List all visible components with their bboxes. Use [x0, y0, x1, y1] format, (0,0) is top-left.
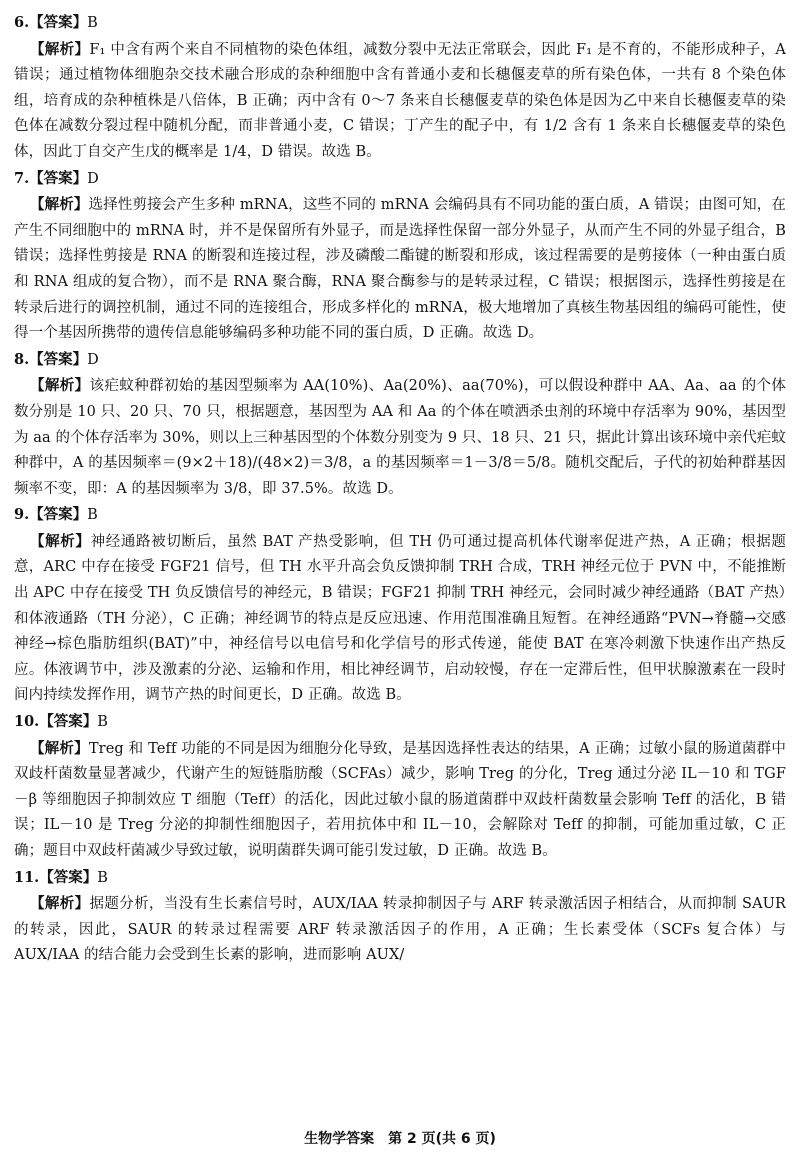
answer-line: [14, 865, 786, 892]
question-number: 11.: [14, 868, 40, 886]
analysis-tag: 【解析】: [29, 196, 89, 214]
question-number: 9.: [14, 506, 30, 524]
answer-letter: B: [97, 869, 108, 886]
answer-tag: 【答案】: [29, 169, 88, 187]
question-6: [14, 10, 786, 166]
analysis-tag: 【解析】: [29, 739, 89, 757]
analysis-text: 据题分析，当没有生长素信号时，AUX/IAA 转录抑制因子与 ARF 转录激活因子相结合，从而抑制 SAUR 的转录，因此，SAUR 的转录过程需要 ARF 转录激活因子的作用，A 正确；生长素受体（SCFs 复合体）与 AUX/IAA 的结合能力会受到生长素的影响，进而影响 AUX/: [14, 896, 786, 964]
answer-letter: D: [87, 170, 99, 187]
analysis-tag: 【解析】: [29, 377, 90, 395]
analysis-paragraph: [14, 529, 786, 709]
analysis-paragraph: [14, 736, 786, 865]
analysis-paragraph: [14, 192, 786, 347]
question-7: [14, 166, 786, 347]
answer-line: [14, 709, 786, 736]
question-number: 6.: [14, 14, 30, 31]
answer-letter: B: [87, 507, 98, 524]
question-9: [14, 502, 786, 709]
answer-tag: 【答案】: [29, 350, 88, 368]
answer-page: [14, 10, 786, 1120]
analysis-text: F₁ 中含有两个来自不同植物的染色体组，减数分裂中无法正常联会，因此 F₁ 是不育的，不能形成种子，A 错误；通过植物体细胞杂交技术融合形成的杂种细胞中含有普通小麦和长穗偃麦草的所有染色体，一共有 8 个染色体组，培育成的杂种植株是八倍体，B 正确；丙中含有 0～7 条来自长穗偃麦草的染色体是因为乙中来自长穗偃麦草的染色体在减数分裂过程中随机分配，而非普通小麦，C 错误；丁产生的配子中，有 1/2 含有 1 条来自长穗偃麦草的染色体，因此丁自交产生戊的概率是 1/4，D 错误。故选 B。: [14, 41, 786, 160]
analysis-text: Treg 和 Teff 功能的不同是因为细胞分化导致，是基因选择性表达的结果，A 正确；过敏小鼠的肠道菌群中双歧杆菌数量显著减少，代谢产生的短链脂肪酸（SCFAs）减少，影响 Treg 的分化，Treg 通过分泌 IL－10 和 TGF－β 等细胞因子抑制效应 T 细胞（Teff）的活化，因此过敏小鼠的肠道菌群中双歧杆菌数量会影响 Teff 的活化，B 错误；IL－10 是 Treg 分泌的抑制性细胞因子，若用抗体中和 IL－10，会解除对 Teff 的抑制，可能加重过敏，C 正确；题目中双歧杆菌减少导致过敏，说明菌群失调可能引发过敏，D 正确。故选 B。: [14, 740, 786, 859]
answer-line: [14, 502, 786, 529]
answer-letter: B: [87, 15, 98, 31]
question-number: 8.: [14, 350, 30, 368]
analysis-text: 该疟蚊种群初始的基因型频率为 AA(10%)、Aa(20%)、aa(70%)，可以假设种群中 AA、Aa、aa 的个体数分别是 10 只、20 只、70 只，根据题意，基因型为 AA 和 Aa 的个体在喷洒杀虫剂的环境中存活率为 90%，基因型为 aa 的个体存活率为 30%，则以上三种基因型的个体数分别变为 9 只、18 只、21 只，据此计算出该环境中亲代疟蚊种群中，A 的基因频率＝(9×2＋18)/(48×2)＝3/8，a 的基因频率＝1－3/8＝5/8。随机交配后，子代的初始种群基因频率不变，即：A 的基因频率为 3/8，即 37.5%。故选 D。: [14, 378, 786, 497]
answer-tag: 【答案】: [29, 506, 88, 524]
analysis-paragraph: [14, 373, 786, 502]
page-footer: 生物学答案 第 2 页(共 6 页): [304, 1131, 496, 1147]
analysis-paragraph: [14, 37, 786, 166]
analysis-tag: 【解析】: [29, 895, 90, 913]
answer-line: [14, 10, 786, 37]
analysis-tag: 【解析】: [29, 532, 91, 550]
question-11: [14, 865, 786, 969]
answer-line: [14, 166, 786, 193]
analysis-text: 神经通路被切断后，虽然 BAT 产热受影响，但 TH 仍可通过提高机体代谢率促进产热，A 正确；根据题意，ARC 中存在接受 FGF21 信号，但 TH 水平升高会负反馈抑制 TRH 合成，TRH 神经元位于 PVN 中，不能推断出 APC 中存在接受 TH 负反馈信号的神经元，B 错误；FGF21 抑制 TRH 神经元，会同时减少神经通路（BAT 产热）和体液通路（TH 分泌），C 正确；神经调节的特点是反应迅速、作用范围准确且短暂。在神经通路“PVN→脊髓→交感神经→棕色脂肪组织(BAT)”中，神经信号以电信号和化学信号的形式传递，能使 BAT 在寒冷刺激下快速作出产热反应。体液调节中，涉及激素的分泌、运输和作用，相比神经调节，启动较慢，存在一定滞后性，但甲状腺激素在一段时间内持续发挥作用，调节产热的时间更长，D 正确。故选 B。: [14, 533, 786, 704]
analysis-tag: 【解析】: [29, 40, 90, 58]
analysis-paragraph: [14, 891, 786, 969]
question-10: [14, 709, 786, 865]
question-number: 10.: [14, 713, 40, 731]
answer-letter: D: [87, 351, 99, 368]
answer-tag: 【答案】: [29, 14, 88, 31]
analysis-text: 选择性剪接会产生多种 mRNA，这些不同的 mRNA 会编码具有不同功能的蛋白质，A 错误；由图可知，在产生不同细胞中的 mRNA 时，并不是保留所有外显子，而是选择性保留一部分外显子，从而产生不同的外显子组合，B 错误；选择性剪接是 RNA 的断裂和连接过程，涉及磷酸二酯键的断裂和形成，该过程需要的是剪接体（一种由蛋白质和 RNA 组成的复合物），而不是 RNA 聚合酶，RNA 聚合酶参与的是转录过程，C 错误；根据图示，选择性剪接是在转录后进行的调控机制，通过不同的连接组合，形成多样化的 mRNA，极大地增加了真核生物基因组的编码可能性，使得一个基因所携带的遗传信息能够编码多种功能不同的蛋白质，D 正确。故选 D。: [14, 197, 786, 342]
answer-tag: 【答案】: [39, 868, 98, 886]
question-8: [14, 347, 786, 503]
answer-tag: 【答案】: [39, 713, 98, 731]
question-number: 7.: [14, 169, 30, 187]
answer-letter: B: [97, 714, 108, 731]
answer-line: [14, 347, 786, 374]
